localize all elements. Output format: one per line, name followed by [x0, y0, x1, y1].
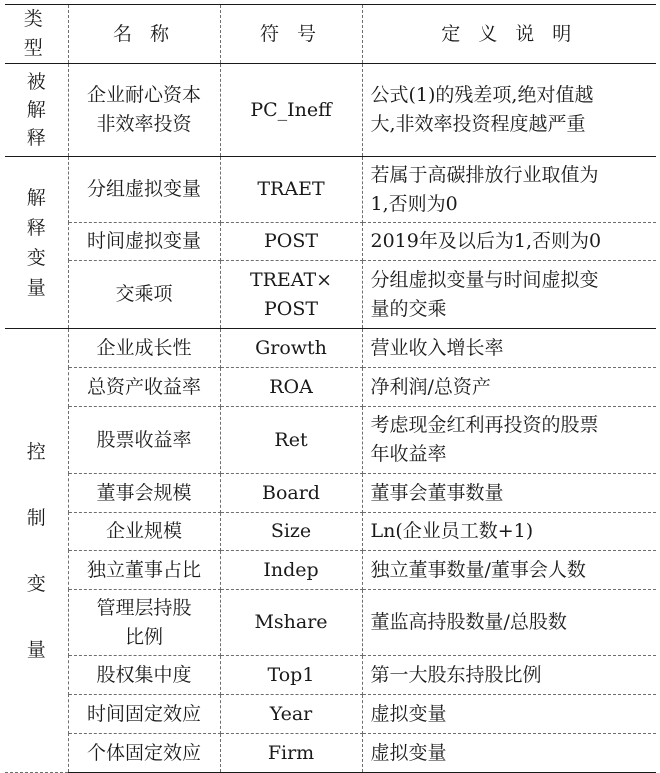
variable-name: 企业规模: [68, 513, 220, 551]
type-dependent: 被 解 释: [5, 64, 68, 157]
variable-symbol: Ret: [220, 407, 362, 474]
variable-name: 股权集中度: [68, 656, 220, 695]
table-row: [5, 734, 656, 773]
header-type: 类型: [5, 5, 68, 64]
variable-definition: 虚拟变量: [362, 695, 656, 734]
variable-name: 董事会规模: [68, 474, 220, 513]
variable-symbol: TREAT× POST: [220, 261, 362, 329]
variable-name: 总资产收益率: [68, 368, 220, 407]
variable-name: 企业耐心资本 非效率投资: [68, 64, 220, 157]
table-row: [5, 551, 656, 590]
table-row: [5, 695, 656, 734]
header-name: 名 称: [68, 5, 220, 64]
table-row: [5, 261, 656, 329]
table-row: [5, 223, 656, 261]
variable-symbol: ROA: [220, 368, 362, 407]
variable-definition: 董监高持股数量/总股数: [362, 590, 656, 656]
variable-definition: 2019年及以后为1,否则为0: [362, 223, 656, 261]
variable-definition: 若属于高碳排放行业取值为 1,否则为0: [362, 157, 656, 223]
variable-definition: 净利润/总资产: [362, 368, 656, 407]
variable-name: 时间虚拟变量: [68, 223, 220, 261]
variable-name: 交乘项: [68, 261, 220, 329]
variable-symbol: Mshare: [220, 590, 362, 656]
variable-definition: 第一大股东持股比例: [362, 656, 656, 695]
variable-definition: Ln(企业员工数+1): [362, 513, 656, 551]
variable-name: 企业成长性: [68, 329, 220, 368]
variable-definition: 虚拟变量: [362, 734, 656, 773]
variable-symbol: POST: [220, 223, 362, 261]
header-row: [5, 5, 656, 64]
variable-symbol: Firm: [220, 734, 362, 773]
variable-definition: 独立董事数量/董事会人数: [362, 551, 656, 590]
variable-symbol: TRAET: [220, 157, 362, 223]
variable-symbol: Top1: [220, 656, 362, 695]
table-row: [5, 590, 656, 656]
variable-name: 独立董事占比: [68, 551, 220, 590]
variable-name: 管理层持股 比例: [68, 590, 220, 656]
table-row: [5, 329, 656, 368]
type-explanatory: 解 释 变 量: [5, 157, 68, 329]
variable-name: 股票收益率: [68, 407, 220, 474]
table-row: [5, 474, 656, 513]
variable-symbol: Indep: [220, 551, 362, 590]
table-row: [5, 513, 656, 551]
variable-definition: 公式(1)的残差项,绝对值越 大,非效率投资程度越严重: [362, 64, 656, 157]
variable-definition: 营业收入增长率: [362, 329, 656, 368]
table-row: [5, 656, 656, 695]
variable-symbol: Year: [220, 695, 362, 734]
variable-definition: 董事会董事数量: [362, 474, 656, 513]
variable-definition: 分组虚拟变量与时间虚拟变 量的交乘: [362, 261, 656, 329]
table-row: [5, 64, 656, 157]
table-row: [5, 157, 656, 223]
table-row: [5, 368, 656, 407]
variable-name: 时间固定效应: [68, 695, 220, 734]
variable-name: 个体固定效应: [68, 734, 220, 773]
variable-name: 分组虚拟变量: [68, 157, 220, 223]
table-row: [5, 407, 656, 474]
variable-symbol: Size: [220, 513, 362, 551]
variable-definition-table: [5, 4, 656, 773]
variable-definition: 考虑现金红利再投资的股票 年收益率: [362, 407, 656, 474]
type-control: 控 制 变 量: [5, 329, 68, 773]
variable-symbol: Board: [220, 474, 362, 513]
variable-symbol: Growth: [220, 329, 362, 368]
header-symbol: 符 号: [220, 5, 362, 64]
header-definition: 定 义 说 明: [362, 5, 656, 64]
variable-symbol: PC_Ineff: [220, 64, 362, 157]
